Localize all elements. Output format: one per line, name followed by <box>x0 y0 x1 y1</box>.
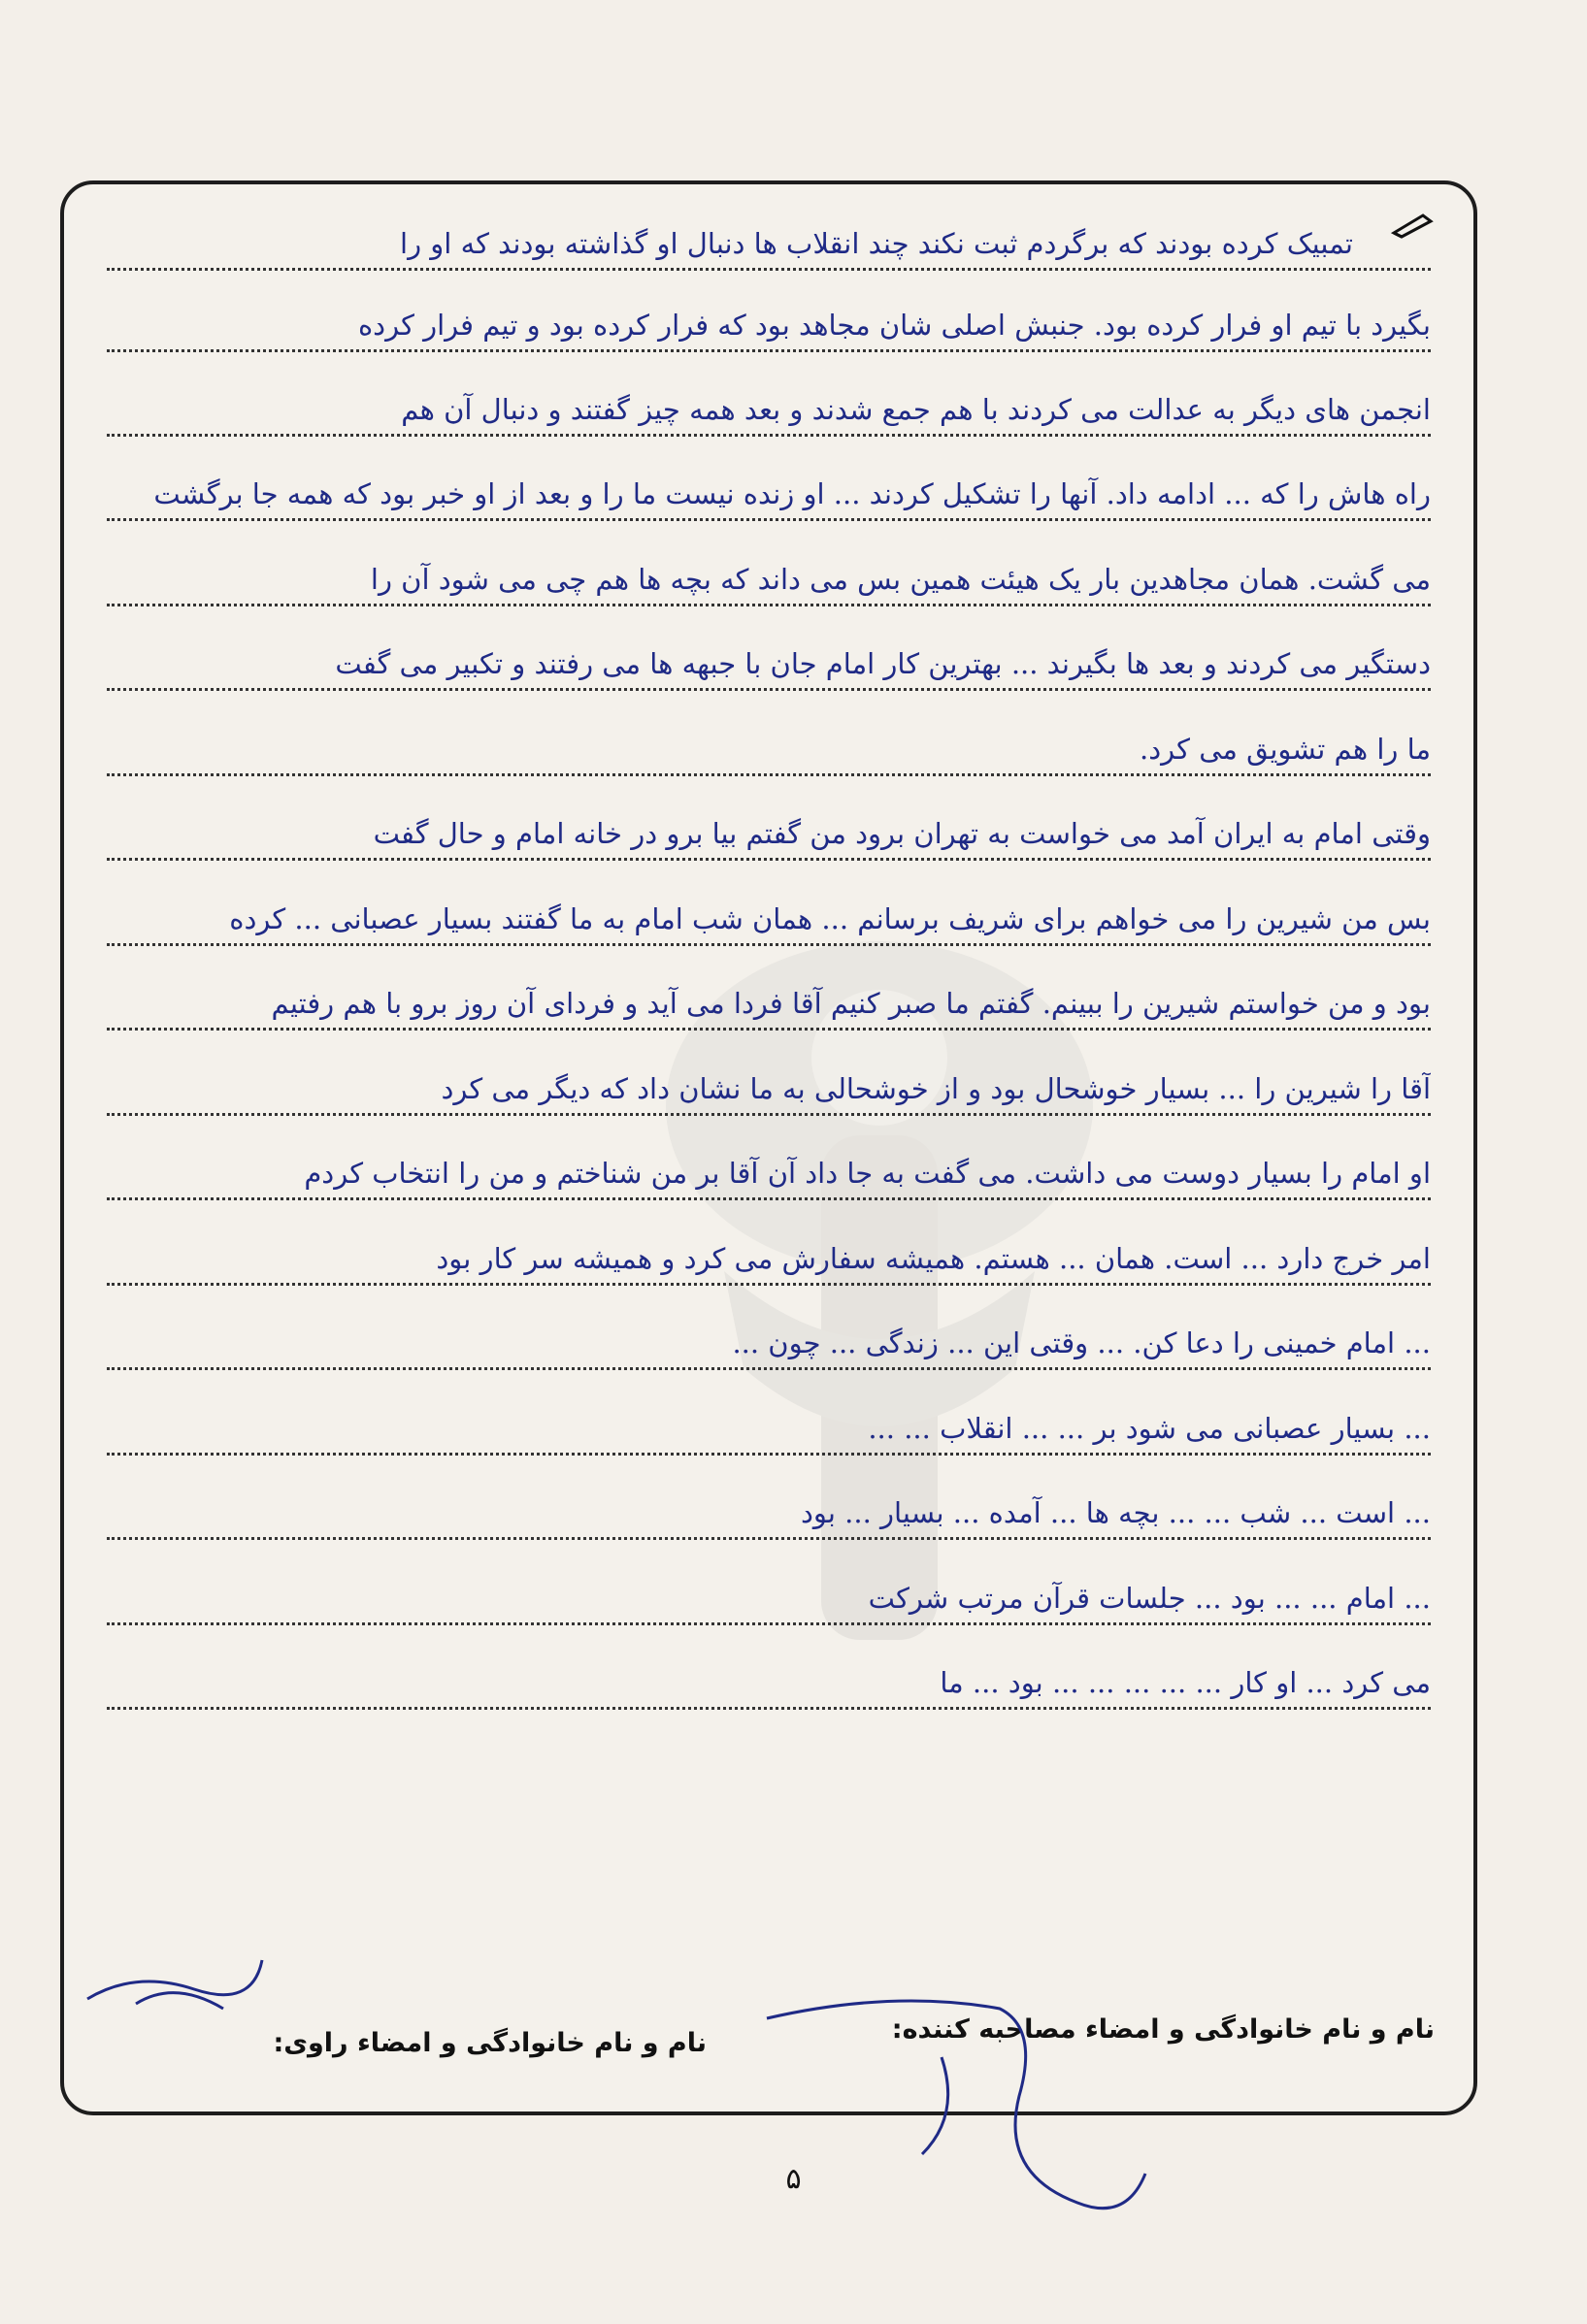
page-number: ۵ <box>785 2162 802 2196</box>
dotted-rule <box>107 773 1431 776</box>
handwritten-line: بس من شیرین را می خواهم برای شریف برسانم ... همان شب امام به ما گفتند بسیار عصبانی ... کرده <box>229 902 1431 935</box>
dotted-rule <box>107 604 1431 606</box>
page-frame <box>60 180 1477 2115</box>
handwritten-line: او امام را بسیار دوست می داشت. می گفت به جا داد آن آقا بر من شناختم و من را انتخاب کردم <box>304 1157 1431 1190</box>
dotted-rule <box>107 1283 1431 1286</box>
narrator-signature <box>78 1950 272 2018</box>
interviewer-signature-label: نام و نام خانوادگی و امضاء مصاحبه کننده: <box>891 2014 1435 2045</box>
handwritten-line: وقتی امام به ایران آمد می خواست به تهران برود من گفتم بیا برو در خانه امام و حال گفت <box>373 817 1431 850</box>
handwritten-line: ... امام ... ... بود ... جلسات قرآن مرتب شرکت <box>868 1582 1431 1615</box>
handwritten-line: راه هاش را که ... ادامه داد. آنها را تشکیل کردند ... او زنده نیست ما را و بعد از او خبر بود که همه جا برگشت <box>153 477 1431 510</box>
dotted-rule <box>107 1453 1431 1456</box>
dotted-rule <box>107 1367 1431 1370</box>
dotted-rule <box>107 349 1431 352</box>
dotted-rule <box>107 943 1431 946</box>
dotted-rule <box>107 1028 1431 1031</box>
narrator-signature-label: نام و نام خانوادگی و امضاء راوی: <box>273 2028 707 2058</box>
handwritten-line: بگیرد با تیم او فرار کرده بود. جنبش اصلی شان مجاهد بود که فرار کرده بود و تیم فرار کرده <box>357 309 1431 342</box>
dotted-rule <box>107 1197 1431 1200</box>
handwritten-line: می کرد ... او کار ... ... ... ... ... بود ... ما <box>940 1666 1431 1699</box>
dotted-rule <box>107 518 1431 521</box>
dotted-rule <box>107 434 1431 437</box>
handwritten-line: دستگیر می کردند و بعد ها بگیرند ... بهترین کار امام جان با جبهه ها می رفتند و تکبیر می گفت <box>335 647 1431 680</box>
ruled-lines-area <box>107 184 1431 2106</box>
handwritten-line: ... امام خمینی را دعا کن. ... وقتی این ... زندگی ... چون ... <box>732 1326 1431 1359</box>
handwritten-line: تمبیک کرده بودند که برگردم ثبت نکند چند انقلاب ها دنبال او گذاشته بودند که او را <box>400 227 1353 260</box>
dotted-rule <box>107 688 1431 691</box>
handwritten-line: امر خرج دارد ... است. همان ... هستم. همیشه سفارش می کرد و همیشه سر کار بود <box>436 1242 1431 1275</box>
handwritten-line: بود و من خواستم شیرین را ببینم. گفتم ما صبر کنیم آقا فردا می آید و فردای آن روز برو با هم رفتیم <box>271 987 1431 1020</box>
handwritten-line: انجمن های دیگر به عدالت می کردند با هم جمع شدند و بعد همه چیز گفتند و دنبال آن هم <box>401 393 1431 426</box>
handwritten-line: ما را هم تشویق می کرد. <box>1140 733 1431 766</box>
handwritten-line: می گشت. همان مجاهدین بار یک هیئت همین بس می داند که بچه ها هم چی می شود آن را <box>370 563 1431 596</box>
dotted-rule <box>107 858 1431 861</box>
dotted-rule <box>107 1537 1431 1540</box>
handwritten-line: ... است ... شب ... ... بچه ها ... آمده ... بسیار ... بود <box>800 1496 1431 1529</box>
dotted-rule <box>107 268 1431 271</box>
dotted-rule <box>107 1707 1431 1710</box>
dotted-rule <box>107 1113 1431 1116</box>
handwritten-line: ... بسیار عصبانی می شود بر ... ... انقلاب ... ... <box>868 1412 1431 1445</box>
dotted-rule <box>107 1622 1431 1625</box>
handwritten-line: آقا را شیرین را ... بسیار خوشحال بود و از خوشحالی به ما نشان داد که دیگر می کرد <box>441 1072 1431 1105</box>
